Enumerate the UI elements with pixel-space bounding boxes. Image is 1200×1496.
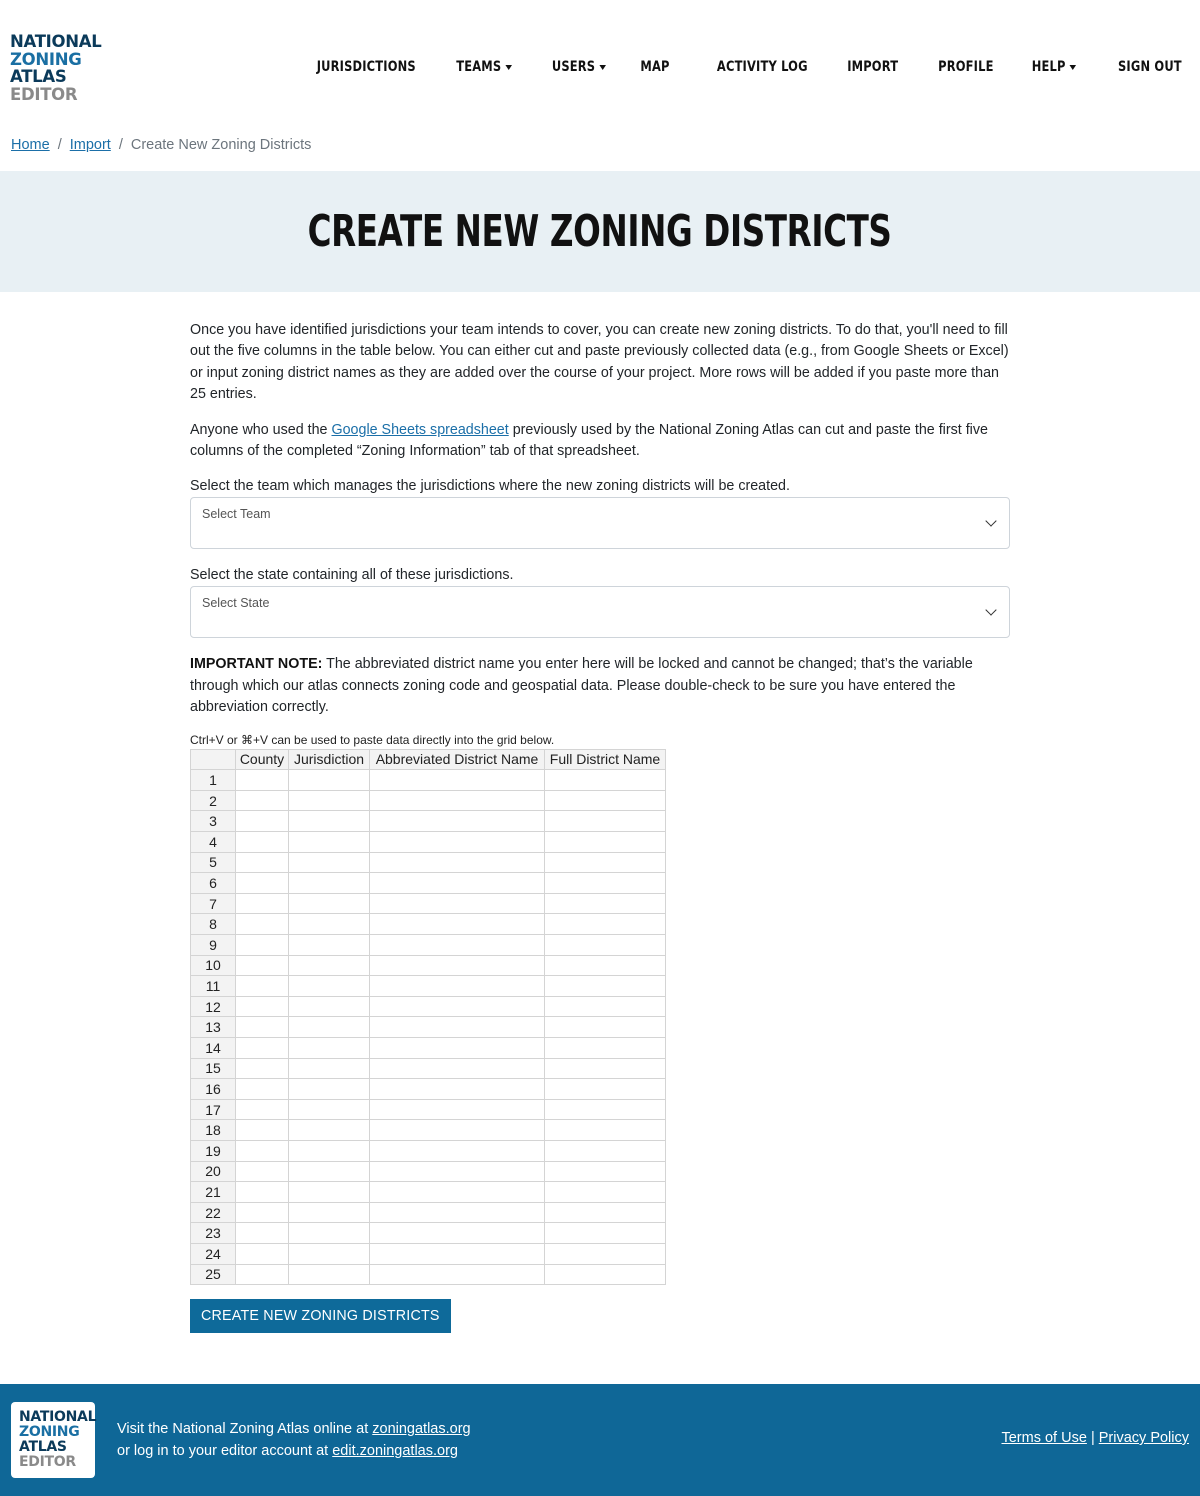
zoningatlas-link[interactable]: zoningatlas.org — [372, 1421, 471, 1437]
caret-down-icon — [1070, 65, 1077, 70]
grid-cell[interactable] — [370, 1182, 545, 1203]
grid-cell[interactable] — [545, 996, 666, 1017]
logo-line-atlas: ATLAS — [19, 1439, 67, 1455]
grid-cell[interactable] — [370, 1202, 545, 1223]
grid-cell[interactable] — [545, 770, 666, 791]
google-sheets-link[interactable]: Google Sheets spreadsheet — [331, 421, 509, 438]
grid-cell[interactable] — [289, 790, 370, 811]
team-select[interactable] — [190, 497, 1010, 549]
table-row — [191, 1140, 666, 1161]
grid-cell[interactable] — [236, 852, 289, 873]
grid-cell[interactable] — [370, 955, 545, 976]
row-number[interactable]: 20 — [191, 1161, 236, 1182]
nav-item-label: SIGN OUT — [1118, 59, 1182, 75]
grid-cell[interactable] — [545, 1264, 666, 1285]
grid-cell[interactable] — [289, 1182, 370, 1203]
breadcrumb-home-link[interactable]: Home — [11, 137, 50, 153]
row-number[interactable]: 11 — [191, 976, 236, 997]
grid-cell[interactable] — [236, 976, 289, 997]
row-number[interactable]: 3 — [191, 811, 236, 832]
footer-links — [1001, 1430, 1189, 1446]
row-number[interactable]: 1 — [191, 770, 236, 791]
grid-cell[interactable] — [370, 1037, 545, 1058]
grid-cell[interactable] — [236, 1202, 289, 1223]
grid-cell[interactable] — [370, 1140, 545, 1161]
state-select[interactable] — [190, 586, 1010, 638]
nav-item-label: IMPORT — [847, 59, 899, 75]
grid-header-row — [191, 749, 666, 770]
nav-item-teams[interactable] — [456, 57, 512, 77]
row-number[interactable]: 22 — [191, 1202, 236, 1223]
grid-cell[interactable] — [370, 1161, 545, 1182]
row-number[interactable]: 10 — [191, 955, 236, 976]
grid-cell[interactable] — [545, 1182, 666, 1203]
nav-item-activity-log[interactable] — [717, 57, 808, 77]
nav-item-label: HELP — [1031, 59, 1066, 75]
nav-item-label: PROFILE — [938, 59, 994, 75]
table-row — [191, 852, 666, 873]
grid-cell[interactable] — [236, 955, 289, 976]
table-row — [191, 1037, 666, 1058]
logo-line-zoning: ZONING — [19, 1424, 80, 1440]
grid-cell[interactable] — [545, 935, 666, 956]
row-number[interactable]: 25 — [191, 1264, 236, 1285]
row-number[interactable]: 14 — [191, 1037, 236, 1058]
paste-hint: Ctrl+V or ⌘+V can be used to paste data directly into the grid below. — [190, 732, 555, 747]
table-row — [191, 832, 666, 853]
logo-line-editor: EDITOR — [19, 1454, 76, 1470]
grid-cell[interactable] — [289, 1140, 370, 1161]
row-number[interactable]: 18 — [191, 1120, 236, 1141]
grid-cell[interactable] — [236, 935, 289, 956]
grid-cell[interactable] — [545, 832, 666, 853]
grid-cell[interactable] — [289, 996, 370, 1017]
footer-line-2 — [117, 1441, 471, 1463]
row-number[interactable]: 24 — [191, 1243, 236, 1264]
site-logo[interactable] — [10, 33, 101, 103]
grid-cell[interactable] — [370, 1099, 545, 1120]
row-number[interactable]: 12 — [191, 996, 236, 1017]
grid-cell[interactable] — [370, 1120, 545, 1141]
row-number[interactable]: 21 — [191, 1182, 236, 1203]
grid-cell[interactable] — [289, 1099, 370, 1120]
grid-cell[interactable] — [236, 1079, 289, 1100]
grid-cell[interactable] — [370, 790, 545, 811]
grid-cell[interactable] — [289, 1161, 370, 1182]
page-title: CREATE NEW ZONING DISTRICTS — [308, 206, 892, 257]
privacy-link[interactable]: Privacy Policy — [1098, 1430, 1189, 1446]
grid-cell[interactable] — [370, 770, 545, 791]
table-row — [191, 1202, 666, 1223]
grid-cell[interactable] — [289, 1058, 370, 1079]
grid-cell[interactable] — [289, 1243, 370, 1264]
nav-item-label: USERS — [551, 59, 596, 75]
grid-cell[interactable] — [289, 914, 370, 935]
breadcrumb-separator: / — [57, 137, 62, 153]
table-row — [191, 1120, 666, 1141]
site-footer — [0, 1384, 1200, 1496]
grid-cell[interactable] — [236, 1099, 289, 1120]
row-number[interactable]: 17 — [191, 1099, 236, 1120]
grid-cell[interactable] — [545, 811, 666, 832]
grid-cell[interactable] — [236, 1223, 289, 1244]
grid-cell[interactable] — [370, 832, 545, 853]
table-row — [191, 893, 666, 914]
chevron-down-icon — [985, 605, 996, 616]
nav-item-jurisdictions[interactable] — [317, 57, 416, 77]
main-content — [190, 320, 1010, 1333]
team-select-placeholder: Select Team — [202, 507, 271, 522]
important-note — [190, 654, 1010, 718]
row-number[interactable]: 6 — [191, 873, 236, 894]
logo-line-editor: EDITOR — [10, 84, 78, 104]
grid-cell[interactable] — [370, 1223, 545, 1244]
grid-cell[interactable] — [545, 1017, 666, 1038]
intro-paragraph: Once you have identified jurisdictions your team intends to cover, you can create new zoning districts. To do that, you'll need to fill out the five columns in the table below. You can either cut and paste previously collected data (e.g., from Google Sheets or Excel) or input zoning district names as they are added over the course of your project. More rows will be added if you paste more than 25 entries. — [190, 322, 1009, 403]
table-row — [191, 1182, 666, 1203]
state-select-placeholder: Select State — [202, 596, 270, 611]
grid-cell[interactable] — [289, 873, 370, 894]
table-row — [191, 935, 666, 956]
nav-item-label: MAP — [640, 59, 670, 75]
grid-cell[interactable] — [236, 1182, 289, 1203]
grid-cell[interactable] — [545, 914, 666, 935]
grid-column-header[interactable]: Abbreviated District Name — [370, 749, 545, 770]
grid-cell[interactable] — [545, 1140, 666, 1161]
grid-cell[interactable] — [236, 1264, 289, 1285]
grid-cell[interactable] — [370, 811, 545, 832]
team-select-label: Select the team which manages the jurisdictions where the new zoning districts will be created. — [190, 478, 790, 495]
grid-cell[interactable] — [370, 914, 545, 935]
grid-cell[interactable] — [545, 893, 666, 914]
grid-cell[interactable] — [289, 1017, 370, 1038]
terms-link[interactable]: Terms of Use — [1001, 1430, 1087, 1446]
grid-cell[interactable] — [289, 770, 370, 791]
grid-cell[interactable] — [289, 1264, 370, 1285]
table-row — [191, 1058, 666, 1079]
table-row — [191, 1243, 666, 1264]
grid-cell[interactable] — [289, 1079, 370, 1100]
table-row — [191, 1079, 666, 1100]
grid-cell[interactable] — [289, 832, 370, 853]
grid-cell[interactable] — [370, 873, 545, 894]
breadcrumb-import-link[interactable]: Import — [69, 137, 111, 153]
chevron-down-icon — [985, 516, 996, 527]
create-districts-button[interactable]: CREATE NEW ZONING DISTRICTS — [190, 1299, 451, 1333]
table-row — [191, 873, 666, 894]
page-banner — [0, 171, 1200, 292]
grid-cell[interactable] — [236, 996, 289, 1017]
breadcrumb-current: Create New Zoning Districts — [130, 137, 312, 153]
grid-cell[interactable] — [545, 873, 666, 894]
table-row — [191, 770, 666, 791]
row-number[interactable]: 15 — [191, 1058, 236, 1079]
row-number[interactable]: 7 — [191, 893, 236, 914]
grid-cell[interactable] — [236, 832, 289, 853]
table-row — [191, 976, 666, 997]
caret-down-icon — [505, 65, 512, 70]
breadcrumb-separator: / — [118, 137, 123, 153]
grid-cell[interactable] — [236, 1243, 289, 1264]
nav-item-label: ACTIVITY LOG — [717, 59, 809, 75]
grid-cell[interactable] — [370, 935, 545, 956]
row-number[interactable]: 9 — [191, 935, 236, 956]
grid-column-header[interactable]: Jurisdiction — [289, 749, 370, 770]
grid-cell[interactable] — [545, 790, 666, 811]
nav-item-map[interactable] — [640, 57, 669, 77]
table-row — [191, 1264, 666, 1285]
state-select-label: Select the state containing all of these jurisdictions. — [190, 567, 514, 584]
grid-cell[interactable] — [545, 1202, 666, 1223]
grid-cell[interactable] — [370, 1058, 545, 1079]
table-row — [191, 1161, 666, 1182]
nav-item-profile[interactable] — [938, 57, 993, 77]
breadcrumb — [11, 137, 311, 153]
row-number[interactable]: 16 — [191, 1079, 236, 1100]
table-row — [191, 1099, 666, 1120]
row-number[interactable]: 4 — [191, 832, 236, 853]
grid-cell[interactable] — [370, 1243, 545, 1264]
grid-cell[interactable] — [236, 1120, 289, 1141]
grid-cell[interactable] — [545, 1161, 666, 1182]
sheets-text-before: Anyone who used the — [190, 421, 332, 438]
grid-cell[interactable] — [236, 1017, 289, 1038]
main-nav — [267, 57, 1182, 77]
nav-item-label: TEAMS — [456, 59, 502, 75]
grid-cell[interactable] — [370, 1079, 545, 1100]
row-number[interactable]: 23 — [191, 1223, 236, 1244]
grid-cell[interactable] — [289, 955, 370, 976]
logo-line-national: NATIONAL — [19, 1409, 97, 1425]
grid-cell[interactable] — [289, 852, 370, 873]
row-number[interactable]: 19 — [191, 1140, 236, 1161]
nav-item-label: JURISDICTIONS — [316, 59, 416, 75]
table-row — [191, 1017, 666, 1038]
grid-cell[interactable] — [236, 790, 289, 811]
grid-column-header[interactable]: Full District Name — [545, 749, 666, 770]
grid-cell[interactable] — [545, 1079, 666, 1100]
logo-line-atlas: ATLAS — [10, 67, 67, 86]
sheets-paragraph — [190, 420, 1010, 463]
important-note-label: IMPORTANT NOTE: — [190, 656, 323, 673]
footer-logo[interactable] — [11, 1402, 95, 1478]
grid-cell[interactable] — [545, 1243, 666, 1264]
grid-cell[interactable] — [289, 893, 370, 914]
grid-cell[interactable] — [236, 770, 289, 791]
logo-line-national: NATIONAL — [10, 32, 102, 51]
grid-cell[interactable] — [370, 976, 545, 997]
grid-cell[interactable] — [236, 914, 289, 935]
table-row — [191, 790, 666, 811]
grid-cell[interactable] — [370, 852, 545, 873]
grid-cell[interactable] — [236, 811, 289, 832]
grid-cell[interactable] — [236, 1161, 289, 1182]
grid-cell[interactable] — [370, 1264, 545, 1285]
sheets-text-after: previously used by the National Zoning Atlas can cut and paste the first five columns of the completed “Zoning Information” tab of that spreadsheet. — [190, 421, 988, 460]
important-note-text: The abbreviated district name you enter here will be locked and cannot be changed; that’s the variable through which our atlas connects zoning code and geospatial data. Please double-check to be sure you have entered the abbreviation correctly. — [190, 656, 973, 716]
districts-grid — [190, 749, 666, 1285]
grid-cell[interactable] — [289, 1037, 370, 1058]
grid-cell[interactable] — [545, 1058, 666, 1079]
grid-cell[interactable] — [545, 852, 666, 873]
site-header — [0, 0, 1200, 130]
nav-item-sign-out[interactable] — [1118, 57, 1182, 77]
grid-cell[interactable] — [236, 893, 289, 914]
row-number[interactable]: 2 — [191, 790, 236, 811]
nav-item-import[interactable] — [847, 57, 898, 77]
edit-zoningatlas-link[interactable]: edit.zoningatlas.org — [332, 1442, 458, 1459]
grid-body — [191, 770, 666, 1285]
grid-cell[interactable] — [370, 996, 545, 1017]
grid-cell[interactable] — [545, 1099, 666, 1120]
table-row — [191, 1223, 666, 1244]
grid-cell[interactable] — [289, 1223, 370, 1244]
grid-column-header[interactable]: County — [236, 749, 289, 770]
grid-cell[interactable] — [289, 976, 370, 997]
grid-cell[interactable] — [545, 1120, 666, 1141]
grid-cell[interactable] — [545, 1223, 666, 1244]
row-number[interactable]: 5 — [191, 852, 236, 873]
table-row — [191, 914, 666, 935]
table-row — [191, 811, 666, 832]
grid-cell[interactable] — [236, 1037, 289, 1058]
table-row — [191, 955, 666, 976]
grid-cell[interactable] — [236, 1140, 289, 1161]
caret-down-icon — [599, 65, 606, 70]
grid-cell[interactable] — [545, 955, 666, 976]
row-number[interactable]: 8 — [191, 914, 236, 935]
footer-line-1-text: Visit the National Zoning Atlas online at — [117, 1421, 373, 1437]
grid-cell[interactable] — [289, 1120, 370, 1141]
grid-cell[interactable] — [370, 1017, 545, 1038]
grid-cell[interactable] — [545, 976, 666, 997]
nav-item-users[interactable] — [552, 57, 606, 77]
grid-cell[interactable] — [289, 935, 370, 956]
grid-cell[interactable] — [236, 873, 289, 894]
grid-cell[interactable] — [370, 893, 545, 914]
logo-line-zoning: ZONING — [10, 49, 82, 69]
grid-cell[interactable] — [236, 1058, 289, 1079]
row-number[interactable]: 13 — [191, 1017, 236, 1038]
footer-divider: | — [1090, 1430, 1095, 1446]
grid-cell[interactable] — [289, 1202, 370, 1223]
grid-cell[interactable] — [289, 811, 370, 832]
footer-line-1 — [117, 1419, 471, 1441]
grid-cell[interactable] — [545, 1037, 666, 1058]
footer-line-2-text: or log in to your editor account at — [117, 1442, 333, 1459]
grid-corner-cell — [191, 749, 236, 770]
footer-text — [117, 1419, 471, 1462]
table-row — [191, 996, 666, 1017]
nav-item-help[interactable] — [1032, 57, 1076, 77]
